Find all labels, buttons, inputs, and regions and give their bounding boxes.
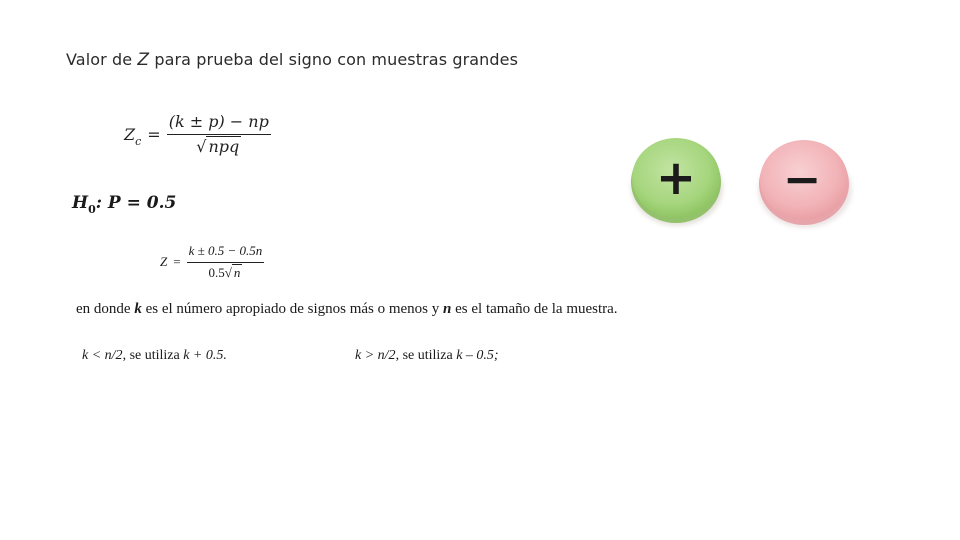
plus-pill [631,138,723,226]
formula-z-numerator: k ± 0.5 − 0.5n [187,243,265,263]
formula-zc [124,112,271,156]
minus-icon: − [782,152,822,206]
formula-z [160,243,264,281]
pills-illustration [610,110,870,240]
formula-zc-lhs: $Z_c$ [124,124,142,148]
title-prefix: Valor de [66,50,138,69]
condition-right: k > n/2, se utiliza k – 0.5; [355,348,499,363]
formula-zc-numerator: (k ± p) − np [167,112,271,135]
formula-z-equals: = [173,254,181,269]
title-suffix: para prueba del signo con muestras grandes [149,50,519,69]
plus-minus-pills-image [610,110,870,240]
formula-z-denominator: 0.5√ n [208,265,241,280]
description-text: en donde k es el número apropiado de signos más o menos y n es el tamaño de la muestra. [76,301,618,317]
null-hypothesis: $H_0$: P = 0.5 [72,193,177,216]
formula-zc-fraction [167,112,271,156]
formula-z-fraction [187,243,265,281]
minus-pill [758,140,852,228]
plus-icon: + [655,150,697,206]
condition-left: k < n/2, se utiliza k + 0.5. [82,348,227,363]
title-variable: Z [137,50,150,70]
formula-zc-equals: = [147,124,161,144]
formula-zc-denominator: √ npq [196,137,240,156]
formula-z-lhs: Z [160,254,168,269]
slide-title [66,50,518,70]
